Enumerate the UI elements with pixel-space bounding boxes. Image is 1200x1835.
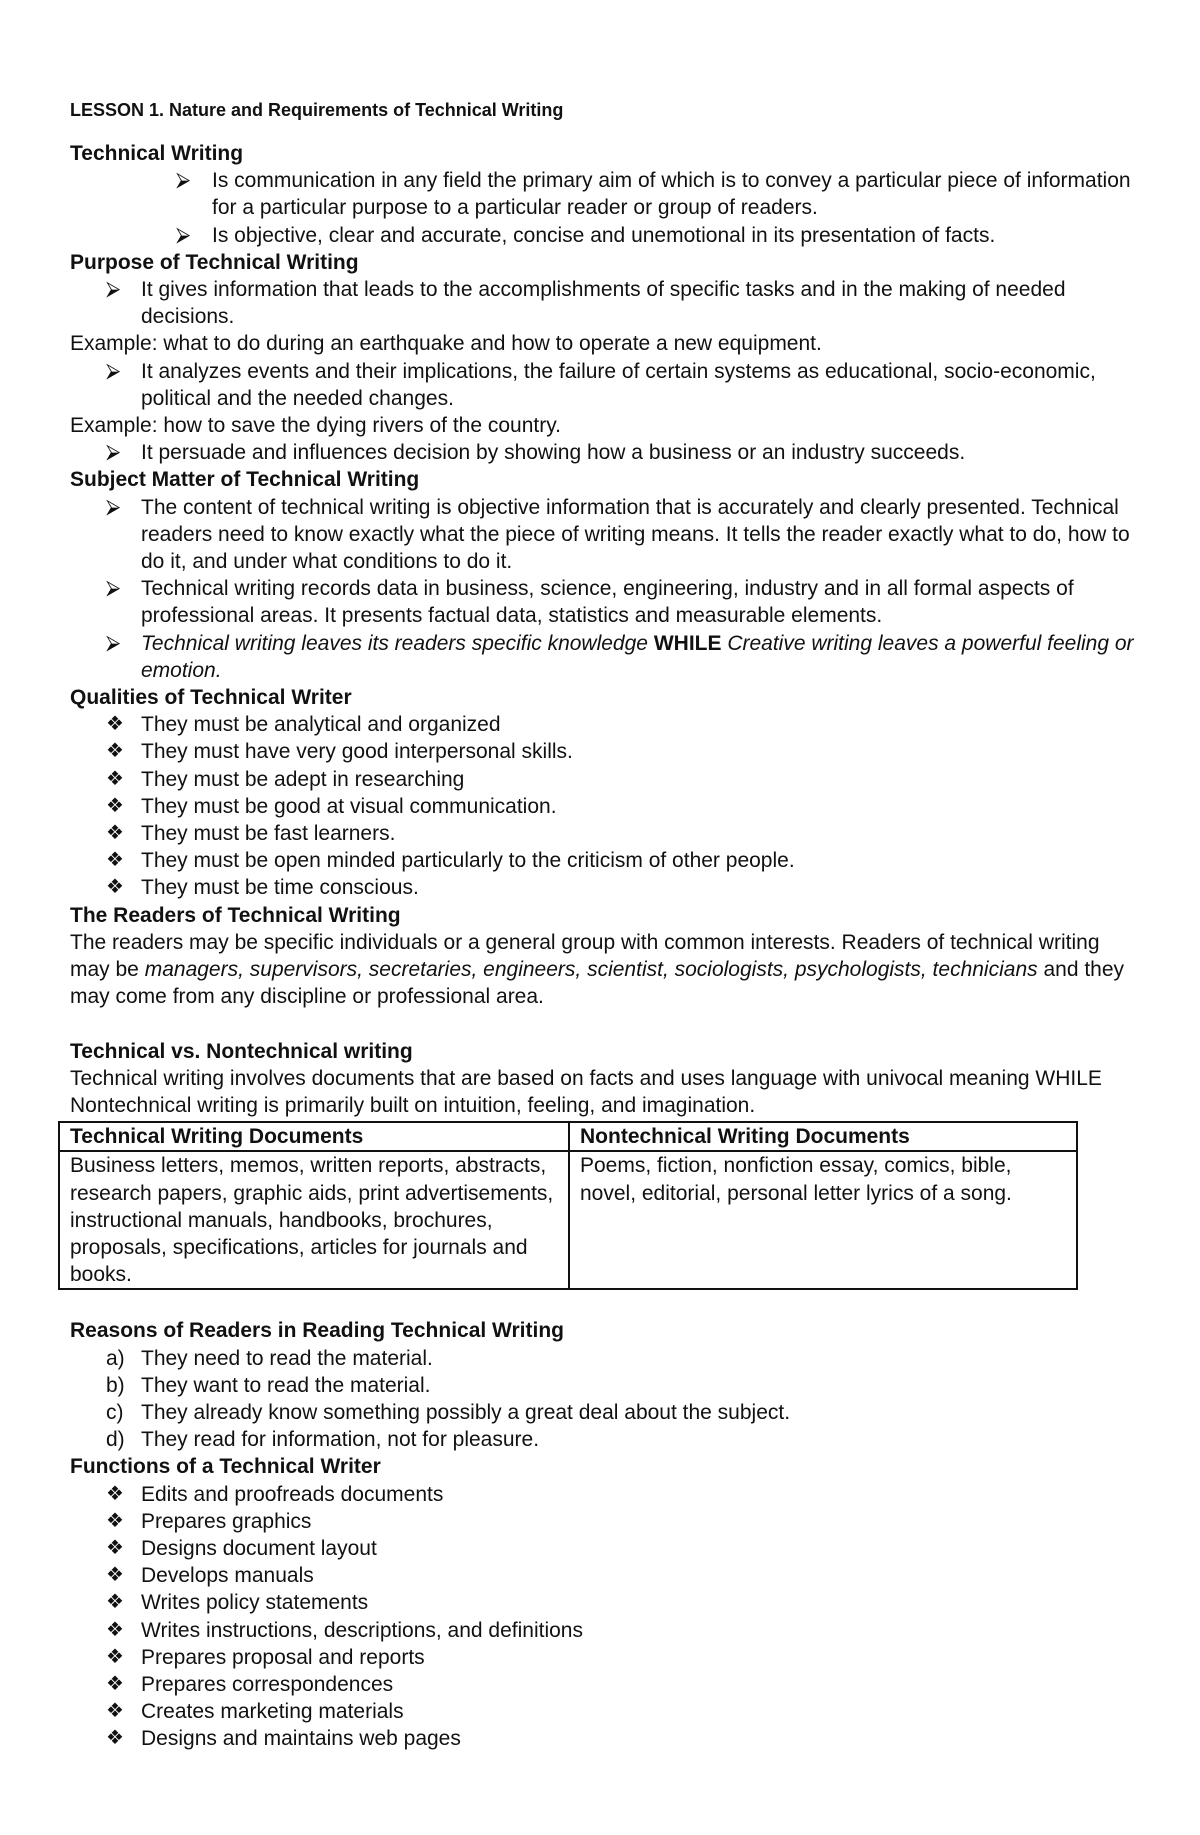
diamond-bullet-icon: ❖ <box>106 1564 124 1587</box>
arrow-bullet-icon: ⮚ <box>176 169 191 192</box>
diamond-bullet-icon: ❖ <box>106 794 124 817</box>
list-item: a) They need to read the material. <box>70 1345 1140 1372</box>
list-item: ⮚ The content of technical writing is objective information that is accurately and clearly presented. Technical readers need to know exactly what the piece of writing means. It tells the reader exactly what to do, how to do it, and under what conditions to do it. <box>106 495 1130 574</box>
spacer <box>70 1011 1140 1038</box>
list-item: ❖ Writes policy statements <box>70 1589 1140 1616</box>
arrow-bullet-icon: ⮚ <box>106 495 121 518</box>
table-header-technical: Technical Writing Documents <box>59 1122 569 1151</box>
purpose-example-2: Example: how to save the dying rivers of the country. <box>70 414 562 438</box>
comparison-table <box>58 1121 1078 1290</box>
list-item: d) They read for information, not for pleasure. <box>70 1426 1140 1453</box>
arrow-bullet-icon: ⮚ <box>176 223 191 246</box>
section-heading-readers: The Readers of Technical Writing <box>70 903 401 927</box>
section-heading-qualities: Qualities of Technical Writer <box>70 686 352 710</box>
reasons-list <box>70 1345 1140 1454</box>
diamond-bullet-icon: ❖ <box>106 1700 124 1723</box>
arrow-bullet-icon: ⮚ <box>106 631 121 654</box>
diamond-bullet-icon: ❖ <box>106 1727 124 1750</box>
list-item: b) They want to read the material. <box>70 1372 1140 1399</box>
purpose-list-2 <box>70 358 1140 412</box>
purpose-list-3 <box>70 439 1140 466</box>
list-item: ⮚ Is objective, clear and accurate, concise and unemotional in its presentation of facts. <box>70 222 1140 249</box>
list-item: ⮚ Technical writing records data in business, science, engineering, industry and in all formal aspects of professional areas. It presents factual data, statistics and measurable elements. <box>106 577 1074 628</box>
table-cell-technical: Business letters, memos, written reports, abstracts, research papers, graphic aids, print advertisements, instructional manuals, handbooks, brochures, proposals, specifications, articles for journals and books. <box>59 1151 569 1289</box>
purpose-list-1 <box>70 276 1140 330</box>
list-item: ❖ They must be analytical and organized <box>70 711 1140 738</box>
list-item: ⮚ It persuade and influences decision by showing how a business or an industry succeeds. <box>70 439 1140 466</box>
subject-matter-list <box>70 494 1140 684</box>
list-item: ❖ They must be time conscious. <box>70 874 1140 901</box>
functions-list <box>70 1481 1140 1753</box>
list-item: ❖ Prepares graphics <box>70 1508 1140 1535</box>
section-heading-functions: Functions of a Technical Writer <box>70 1455 381 1479</box>
document-content <box>70 140 1140 1753</box>
list-item: ❖ Writes instructions, descriptions, and definitions <box>70 1617 1140 1644</box>
arrow-bullet-icon: ⮚ <box>106 441 121 464</box>
spacer <box>70 1290 1140 1317</box>
list-marker: d) <box>106 1428 125 1452</box>
diamond-bullet-icon: ❖ <box>106 849 124 872</box>
list-item: ❖ Prepares proposal and reports <box>70 1644 1140 1671</box>
diamond-bullet-icon: ❖ <box>106 767 124 790</box>
list-item: ⮚ It analyzes events and their implications, the failure of certain systems as educational, socio-economic, political and the needed changes. <box>106 359 1096 410</box>
tech-vs-nontech-paragraph: Technical writing involves documents that are based on facts and uses language with univocal meaning WHILE Nontechnical writing is primarily built on intuition, feeling, and imagination. <box>70 1066 1102 1117</box>
diamond-bullet-icon: ❖ <box>106 1645 124 1668</box>
diamond-bullet-icon: ❖ <box>106 876 124 899</box>
diamond-bullet-icon: ❖ <box>106 1672 124 1695</box>
list-item: ❖ They must be fast learners. <box>70 820 1140 847</box>
list-marker: a) <box>106 1346 125 1370</box>
qualities-list <box>70 711 1140 901</box>
technical-writing-list <box>70 167 1140 249</box>
list-item: c) They already know something possibly a great deal about the subject. <box>70 1399 1140 1426</box>
diamond-bullet-icon: ❖ <box>106 1536 124 1559</box>
list-item: ❖ Prepares correspondences <box>70 1671 1140 1698</box>
list-item: ❖ Designs document layout <box>70 1535 1140 1562</box>
list-item: ❖ Develops manuals <box>70 1562 1140 1589</box>
arrow-bullet-icon: ⮚ <box>106 278 121 301</box>
diamond-bullet-icon: ❖ <box>106 1482 124 1505</box>
lesson-title: LESSON 1. Nature and Requirements of Technical Writing <box>70 100 564 120</box>
table-cell-nontechnical: Poems, fiction, nonfiction essay, comics, bible, novel, editorial, personal letter lyrics of a song. <box>569 1151 1077 1289</box>
readers-paragraph: The readers may be specific individuals or a general group with common interests. Readers of technical writing may be managers, supervisors, secretaries, engineers, scientist, sociologists, psychologists, technicians and they may come from any discipline or professional area. <box>70 930 1125 1009</box>
list-item: ❖ They must be open minded particularly to the criticism of other people. <box>70 847 1140 874</box>
table-row <box>59 1151 1077 1289</box>
list-marker: c) <box>106 1400 124 1424</box>
section-heading-tech-vs-nontech: Technical vs. Nontechnical writing <box>70 1039 413 1063</box>
diamond-bullet-icon: ❖ <box>106 822 124 845</box>
list-item: ⮚ Technical writing leaves its readers specific knowledge WHILE Creative writing leaves a powerful feeling or emotion. <box>106 631 1134 682</box>
section-heading-subject-matter: Subject Matter of Technical Writing <box>70 468 420 492</box>
list-item: ❖ Edits and proofreads documents <box>70 1481 1140 1508</box>
table-header-row <box>59 1122 1077 1151</box>
list-item: ❖ They must have very good interpersonal skills. <box>70 738 1140 765</box>
diamond-bullet-icon: ❖ <box>106 1618 124 1641</box>
purpose-example-1: Example: what to do during an earthquake and how to operate a new equipment. <box>70 332 822 356</box>
list-item: ❖ They must be adept in researching <box>70 766 1140 793</box>
arrow-bullet-icon: ⮚ <box>106 359 121 382</box>
list-item: ⮚ Is communication in any field the primary aim of which is to convey a particular piece of information for a particular purpose to a particular reader or group of readers. <box>176 169 1131 220</box>
table-header-nontechnical: Nontechnical Writing Documents <box>569 1122 1077 1151</box>
diamond-bullet-icon: ❖ <box>106 1509 124 1532</box>
arrow-bullet-icon: ⮚ <box>106 577 121 600</box>
diamond-bullet-icon: ❖ <box>106 740 124 763</box>
section-heading-purpose: Purpose of Technical Writing <box>70 250 359 274</box>
list-item: ❖ Designs and maintains web pages <box>70 1725 1140 1752</box>
list-marker: b) <box>106 1373 125 1397</box>
list-item: ❖ Creates marketing materials <box>70 1698 1140 1725</box>
diamond-bullet-icon: ❖ <box>106 713 124 736</box>
section-heading-technical-writing: Technical Writing <box>70 142 244 165</box>
list-item: ❖ They must be good at visual communication. <box>70 793 1140 820</box>
list-item: ⮚ It gives information that leads to the accomplishments of specific tasks and in the making of needed decisions. <box>106 278 1066 329</box>
section-heading-reasons: Reasons of Readers in Reading Technical Writing <box>70 1319 564 1343</box>
diamond-bullet-icon: ❖ <box>106 1591 124 1614</box>
